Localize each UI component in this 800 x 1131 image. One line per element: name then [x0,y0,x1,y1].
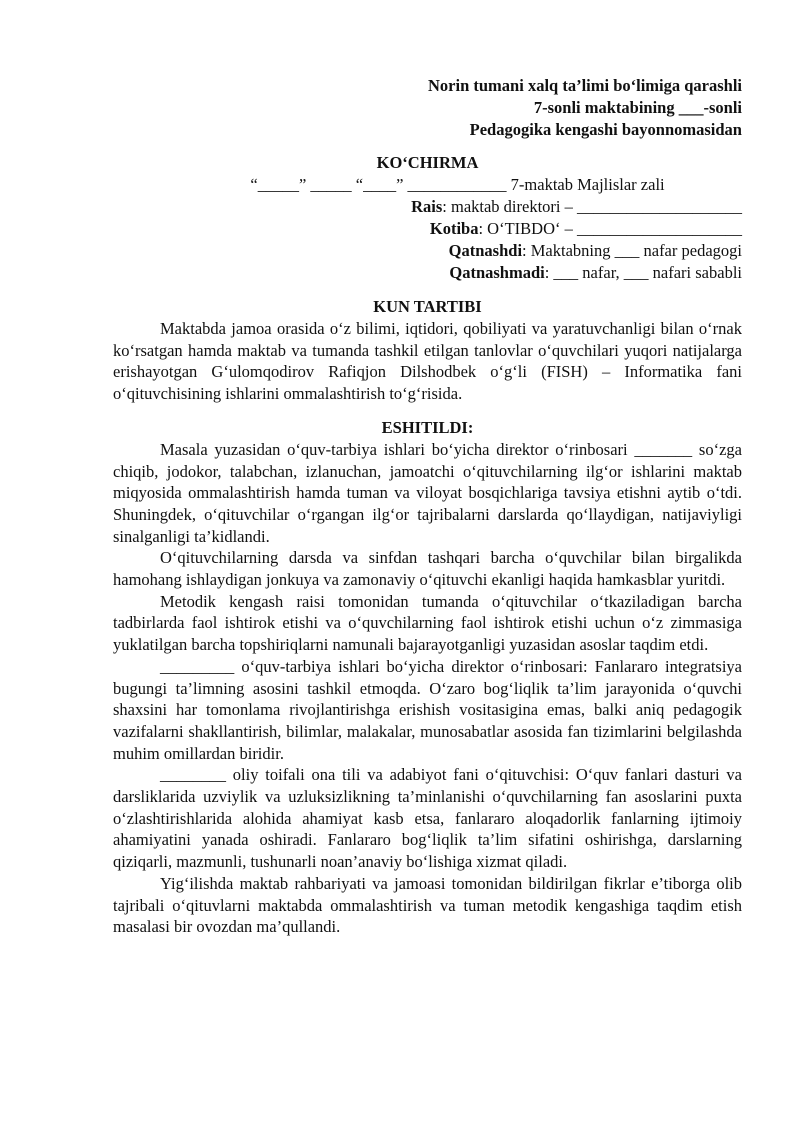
agenda-title: KUN TARTIBI [373,297,482,316]
kotiba-label: Kotiba [429,219,479,238]
heard-paragraph-1: Masala yuzasidan o‘quv-tarbiya ishlari bo‘yicha direktor o‘rinbosari _______ so‘zga chiqib, jodokor, talabchan, izlanuchan, jamoatchi o‘qituvchilarning ilg‘or ishlarini maktab miqyosida ommalashtirish hamda tuman va viloyat bosqichlariga tavsiya etishni aytib o‘tdi. Shuningdek, o‘qituvchilar o‘rgangan ilg‘or tajribalarni darslarda qo‘llaydigan, natijaviyligi sinalganligi ta’kidlandi. [113,439,742,546]
qatnashdi-label: Qatnashdi [448,241,523,260]
heard-paragraph-6: Yig‘ilishda maktab rahbariyati va jamoasi tomonidan bildirilgan fikrlar e’tiborga olib tajribali o‘qituvlarni maktabda ommalashtirish va tuman metodik kengashiga taqdim etish masalasi bir ovozdan ma’qullandi. [113,873,742,937]
date-location-line: “_____” _____ “____” ____________ 7-maktab Majlislar zali [250,175,665,194]
heard-paragraph-4: _________ o‘quv-tarbiya ishlari bo‘yicha direktor o‘rinbosari: Fanlararo integratsiya bugungi ta’limning asosini tashkil etmoqda. O‘zaro bog‘liqlik ta’lim jarayonida o‘quvchi shaxsini har tomonlama rivojlantirishga erishish vositasigina emas, balki aniq pedagogik vazifalarni shakllantirish, bilimlar, malakalar, munosabatlar asosida fan tizimlarini belgilashda muhim omillardan biridir. [113,656,742,763]
header-line-2: 7-sonli maktabining ___-sonli [533,98,742,117]
agenda-text: Maktabda jamoa orasida o‘z bilimi, iqtidori, qobiliyati va yaratuvchanligi bilan o‘rnak ko‘rsatgan hamda maktab va tumanda tashkil etilgan tanlovlar o‘quvchilari yuqori natijalarga erishayotgan G‘ulomqodirov Rafiqjon Dilshodbek o‘g‘li (FISH) – Informatika fani o‘qituvchisining ishlarini ommalashtirish to‘g‘risida. [113,319,742,404]
heard-title: ESHITILDI: [381,417,474,437]
heard-paragraph-3: Metodik kengash raisi tomonidan tumanda o‘qituvchilar o‘tkaziladigan barcha tadbirlarda faol ishtirok etishi va o‘quvchilarning faol ishtirok etishi uchun o‘z zimmasiga yuklatilgan barcha topshiriqlarni namunali bajarayotganligi yuzasidan asoslar taqdim etdi. [113,591,742,655]
rais-line [113,196,742,218]
document-page [113,75,742,938]
heard-paragraph-2: O‘qituvchilarning darsda va sinfdan tashqari barcha o‘quvchilar bilan birgalikda hamohang ishlaydigan jonkuya va zamonaviy o‘qituvchi ekanligi haqida hamkasblar yuritdi. [113,548,742,590]
qatnashdi-line [113,240,742,262]
heard-paragraph-5: ________ oliy toifali ona tili va adabiyot fani o‘qituvchisi: O‘quv fanlari dasturi va darsliklarida uzviylik va uzluksizlikning ta’minlanishi o‘quvchilarning fan asoslarini puxta o‘zlashtirishlarida alohida ahamiyat kasb etsa, fanlararo aloqadorlik fanlarning ijtimoiy ahamiyatini yanada oshiradi. Fanlararo bog‘liqlik ta’lim sifatini oshirishga, darslarning qiziqarli, mazmunli, tushunarli noan’anaviy bo‘lishiga xizmat qiladi. [113,765,742,872]
kotiba-value: : O‘TIBDO‘ – ____________________ [478,219,742,238]
qatnashmadi-line [113,262,742,284]
header-line-3: Pedagogika kengashi bayonnomasidan [469,120,742,139]
rais-label: Rais [411,197,443,216]
qatnashdi-value: : Maktabning ___ nafar pedagogi [522,241,742,260]
document-title: KO‘CHIRMA [376,153,479,172]
header-line-1: Norin tumani xalq ta’limi bo‘limiga qarashli [428,76,742,95]
kotiba-line [113,218,742,240]
qatnashmadi-value: : ___ nafar, ___ nafari sababli [544,263,742,282]
qatnashmadi-label: Qatnashmadi [449,263,545,282]
rais-value: : maktab direktori – ____________________ [442,197,742,216]
